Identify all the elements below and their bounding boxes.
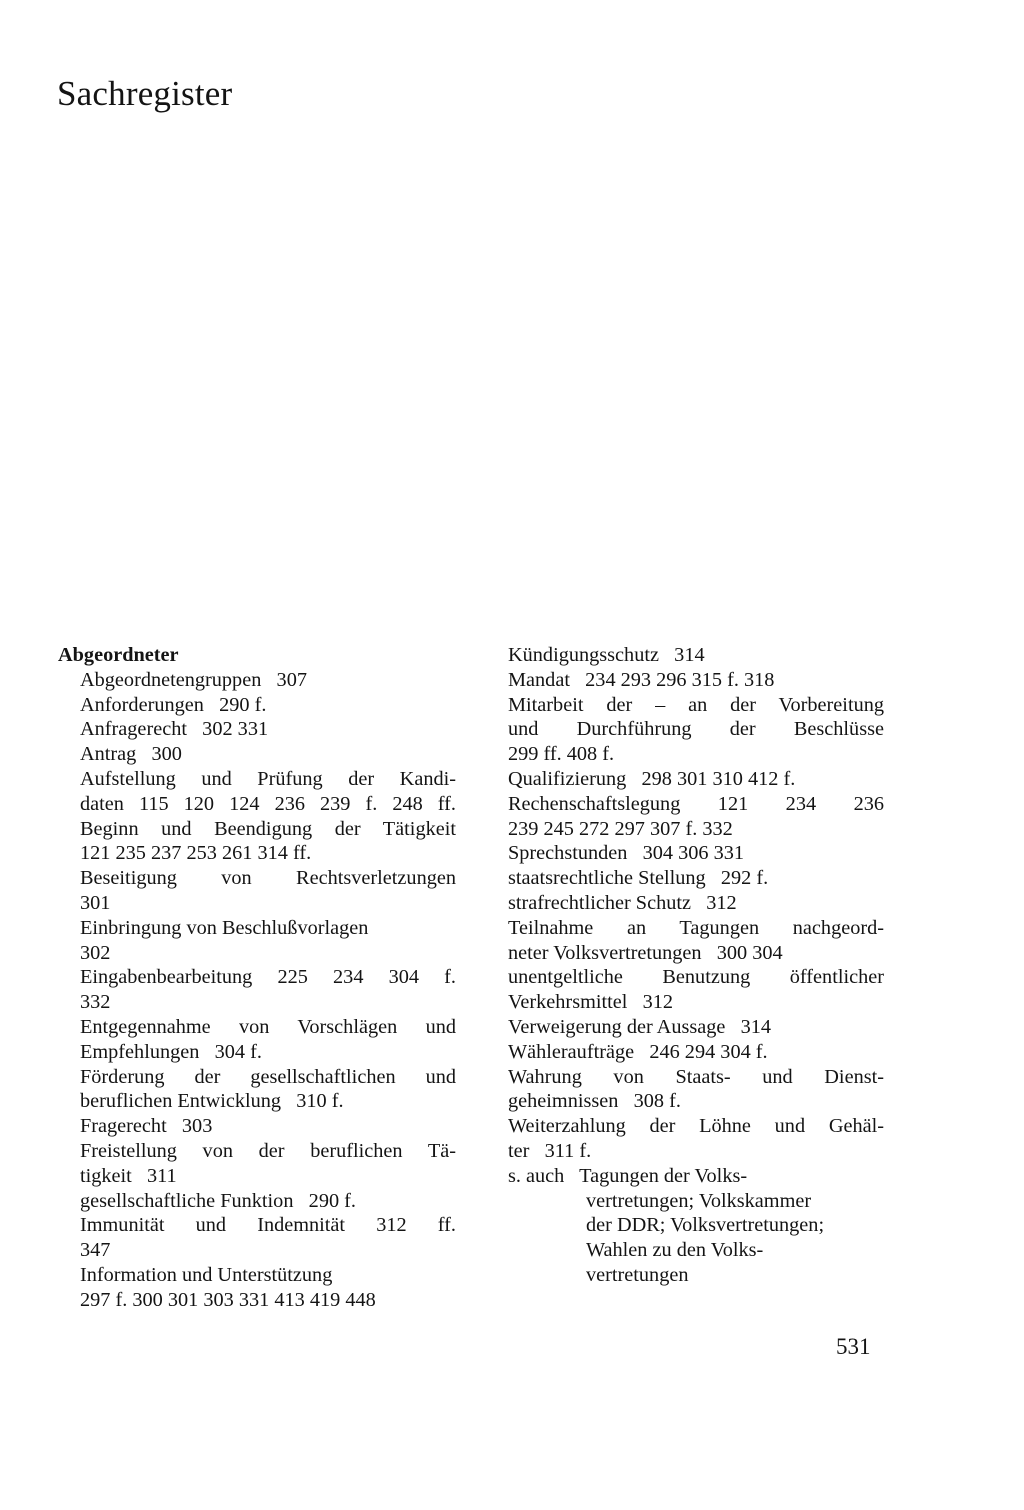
index-entry: Antrag 300 [80, 743, 182, 766]
see-also-entry: vertretungen; Volkskammer [586, 1189, 812, 1212]
see-also-entry: vertretungen [586, 1263, 689, 1286]
index-entry: Empfehlungen 304 f. [80, 1040, 262, 1063]
index-entry: beruflichen Entwicklung 310 f. [80, 1090, 344, 1113]
see-also-entry: der DDR; Volksvertretungen; [586, 1214, 825, 1237]
index-entry: 302 [80, 941, 111, 964]
index-entry: Förderung der gesellschaftlichen und [80, 1065, 456, 1088]
index-entry: Anfragerecht 302 331 [80, 718, 269, 741]
index-entry: Abgeordnetengruppen 307 [80, 668, 307, 691]
index-entry: 297 f. 300 301 303 331 413 419 448 [80, 1288, 376, 1311]
index-entry: Rechenschaftslegung 121 234 236 [508, 792, 884, 815]
page-number: 531 [836, 1334, 871, 1359]
index-entry: 121 235 237 253 261 314 ff. [80, 842, 312, 865]
index-entry: Beginn und Beendigung der Tätigkeit [80, 817, 456, 840]
index-entry: geheimnissen 308 f. [508, 1090, 681, 1113]
index-entry: Information und Unterstützung [80, 1263, 333, 1286]
index-entry: Eingabenbearbeitung 225 234 304 f. [80, 966, 456, 989]
index-entry: Beseitigung von Rechtsverletzungen [80, 867, 456, 890]
index-entry: gesellschaftliche Funktion 290 f. [80, 1189, 356, 1212]
see-also-entry: Wahlen zu den Volks- [586, 1239, 764, 1262]
index-entry: Verkehrsmittel 312 [508, 991, 674, 1014]
index-entry: Sprechstunden 304 306 331 [508, 842, 745, 865]
index-entry: Verweigerung der Aussage 314 [508, 1015, 772, 1038]
index-entry: tigkeit 311 [80, 1164, 177, 1187]
index-entry: 332 [80, 991, 111, 1014]
index-entry: Qualifizierung 298 301 310 412 f. [508, 767, 796, 790]
index-entry: Wähleraufträge 246 294 304 f. [508, 1040, 768, 1063]
index-entry: Freistellung von der beruflichen Tä- [80, 1139, 456, 1162]
index-entry: daten 115 120 124 236 239 f. 248 ff. [80, 792, 456, 815]
index-column-right [508, 643, 884, 1288]
index-entry: 299 ff. 408 f. [508, 743, 615, 766]
index-entry: Mandat 234 293 296 315 f. 318 [508, 668, 775, 691]
page-title: Sachregister [57, 74, 233, 113]
index-entry: Teilnahme an Tagungen nachgeord- [508, 916, 884, 939]
index-heading: Abgeordneter [58, 644, 179, 666]
index-entry: Kündigungsschutz 314 [508, 644, 705, 666]
index-entry: Wahrung von Staats- und Dienst- [508, 1065, 884, 1088]
index-entry: und Durchführung der Beschlüsse [508, 718, 884, 741]
index-entry: neter Volksvertretungen 300 304 [508, 941, 783, 964]
index-entry: ter 311 f. [508, 1139, 592, 1162]
index-entry: 347 [80, 1239, 111, 1262]
index-entry: Immunität und Indemnität 312 ff. [80, 1214, 456, 1237]
index-entry: Aufstellung und Prüfung der Kandi- [80, 767, 456, 790]
index-entry: Anforderungen 290 f. [80, 693, 267, 716]
index-column-left [58, 643, 456, 1313]
index-entry: 239 245 272 297 307 f. 332 [508, 817, 733, 840]
index-entry: Weiterzahlung der Löhne und Gehäl- [508, 1115, 884, 1138]
index-entry: Entgegennahme von Vorschlägen und [80, 1015, 456, 1038]
index-entry: Einbringung von Beschlußvorlagen [80, 916, 369, 939]
see-also-entry: s. auch Tagungen der Volks- [508, 1164, 748, 1187]
index-entry: strafrechtlicher Schutz 312 [508, 891, 737, 914]
index-entry: Mitarbeit der – an der Vorbereitung [508, 693, 884, 716]
index-entry: 301 [80, 891, 111, 914]
index-entry: unentgeltliche Benutzung öffentlicher [508, 966, 884, 989]
index-entry: Fragerecht 303 [80, 1115, 213, 1138]
index-entry: staatsrechtliche Stellung 292 f. [508, 867, 769, 890]
